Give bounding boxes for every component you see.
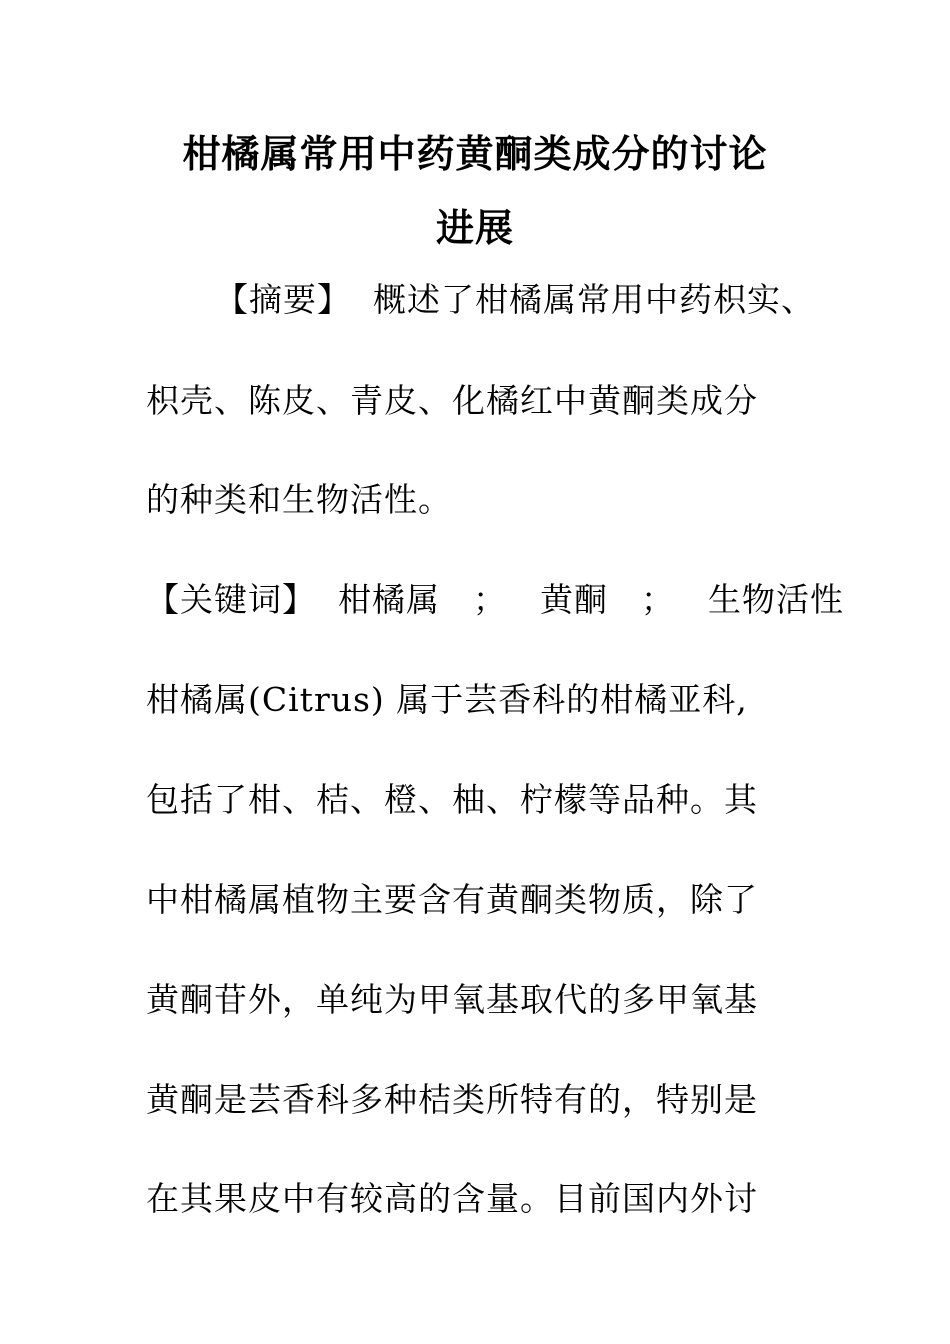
abstract-first-line	[215, 279, 815, 321]
keyword-item: 柑橘属	[338, 580, 440, 619]
document-title-line-1: 柑橘属常用中药黄酮类成分的讨论	[182, 132, 768, 176]
body-text-line: 包括了柑、桔、橙、柚、柠檬等品种。其	[146, 780, 758, 819]
abstract-text-1: 概述了柑橘属常用中药枳实、	[373, 280, 815, 319]
keywords-line	[146, 579, 844, 621]
keyword-separator: ；	[641, 580, 675, 619]
document-title-line-2: 进展	[435, 206, 514, 250]
keywords-label: 【关键词】	[146, 580, 316, 619]
body-text-line: 柑橘属(Citrus) 属于芸香科的柑橘亚科,	[146, 680, 748, 719]
body-text-line: 中柑橘属植物主要含有黄酮类物质，除了	[146, 880, 758, 919]
abstract-text-3: 的种类和生物活性。	[146, 480, 452, 519]
keyword-separator: ；	[473, 580, 507, 619]
body-text-line: 黄酮苷外，单纯为甲氧基取代的多甲氧基	[146, 980, 758, 1019]
body-text-line: 黄酮是芸香科多种桔类所特有的，特别是	[146, 1080, 758, 1119]
keyword-item: 黄酮	[540, 580, 608, 619]
keyword-item: 生物活性	[708, 580, 844, 619]
abstract-label: 【摘要】	[215, 280, 351, 319]
body-text-line: 在其果皮中有较高的含量。目前国内外讨	[146, 1179, 758, 1218]
abstract-text-2: 枳壳、陈皮、青皮、化橘红中黄酮类成分	[146, 381, 758, 420]
